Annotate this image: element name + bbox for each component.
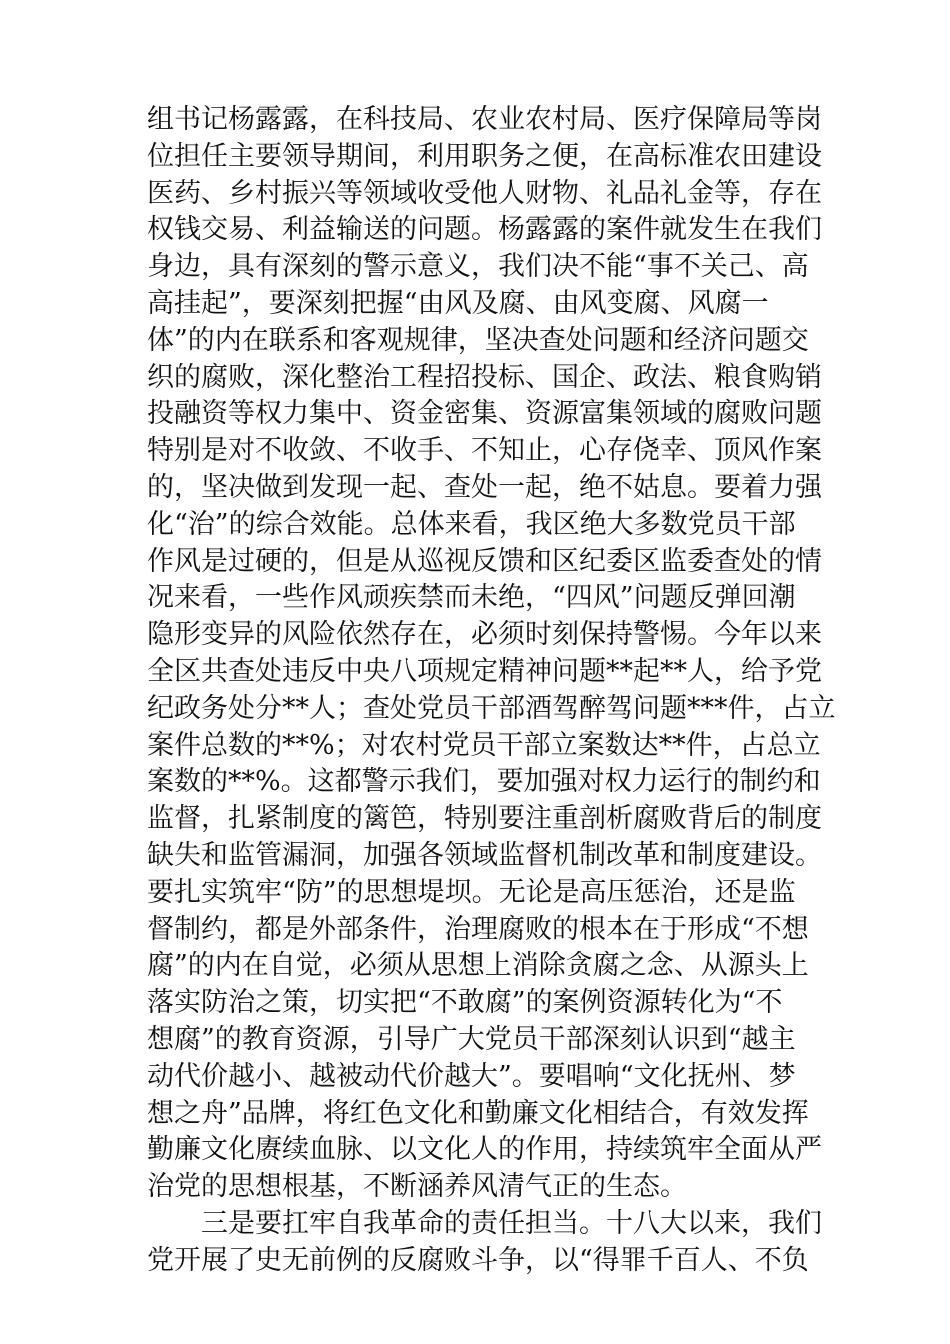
text-line: 监督，扎紧制度的篱笆，特别要注重剖析腐败背后的制度	[147, 803, 822, 835]
text-line: 想腐”的教育资源，引导广大党员干部深刻认识到“越主	[147, 1023, 796, 1055]
text-line: 想之舟”品牌，将红色文化和勤廉文化相结合，有效发挥	[147, 1097, 809, 1129]
text-line: 身边，具有深刻的警示意义，我们决不能“事不关己、高	[147, 251, 809, 283]
text-line: 高挂起”，要深刻把握“由风及腐、由风变腐、风腐一	[147, 287, 769, 319]
text-line: 组书记杨露露，在科技局、农业农村局、医疗保障局等岗	[147, 104, 822, 135]
text-line: 权钱交易、利益输送的问题。杨露露的案件就发生在我们	[147, 214, 822, 246]
text-line: 作风是过硬的，但是从巡视反馈和区纪委区监委查处的情	[147, 545, 822, 577]
text-line: 织的腐败，深化整治工程招投标、国企、政法、粮食购销	[147, 361, 822, 393]
text-line: 投融资等权力集中、资金密集、资源富集领域的腐败问题	[147, 398, 822, 430]
body-text	[147, 102, 836, 1280]
text-line: 位担任主要领导期间，利用职务之便，在高标准农田建设	[147, 140, 822, 172]
text-line: 腐”的内在自觉，必须从思想上消除贪腐之念、从源头上	[147, 950, 809, 982]
text-line: 督制约，都是外部条件，治理腐败的根本在于形成“不想	[147, 913, 809, 945]
text-line: 落实防治之策，切实把“不敢腐”的案例资源转化为“不	[147, 987, 783, 1019]
text-line: 的，坚决做到发现一起、查处一起，绝不姑息。要着力强	[147, 471, 822, 503]
text-line: 特别是对不收敛、不收手、不知止，心存侥幸、顶风作案	[147, 435, 822, 467]
text-line: 案数的**%。这都警示我们，要加强对权力运行的制约和	[147, 766, 821, 798]
text-line: 化“治”的综合效能。总体来看，我区绝大多数党员干部	[147, 508, 796, 540]
text-line: 勤廉文化赓续血脉、以文化人的作用，持续筑牢全面从严	[147, 1134, 822, 1166]
text-line: 缺失和监管漏洞，加强各领域监督机制改革和制度建设。	[147, 839, 822, 871]
text-line: 隐形变异的风险依然存在，必须时刻保持警惕。今年以来	[147, 619, 822, 651]
text-line: 动代价越小、越被动代价越大”。要唱响“文化抚州、梦	[147, 1060, 796, 1092]
text-line: 况来看，一些作风顽疾禁而未绝，“四风”问题反弹回潮	[147, 582, 796, 614]
paragraph-start-line: 三是要扛牢自我革命的责任担当。十八大以来，我们	[201, 1207, 822, 1239]
text-line: 要扎实筑牢“防”的思想堤坝。无论是高压惩治，还是监	[147, 876, 796, 908]
text-line: 党开展了史无前例的反腐败斗争，以“得罪千百人、不负	[147, 1244, 809, 1276]
text-line: 体”的内在联系和客观规律，坚决查处问题和经济问题交	[147, 324, 809, 356]
text-line: 案件总数的**%；对农村党员干部立案数达**件，占总立	[147, 729, 821, 761]
text-line: 纪政务处分**人；查处党员干部酒驾醉驾问题***件，占立	[147, 692, 836, 724]
text-line: 治党的思想根基，不断涵养风清气正的生态。	[147, 1171, 687, 1203]
text-line: 医药、乡村振兴等领域收受他人财物、礼品礼金等，存在	[147, 177, 822, 209]
text-line: 全区共查处违反中央八项规定精神问题**起**人，给予党	[147, 655, 822, 687]
